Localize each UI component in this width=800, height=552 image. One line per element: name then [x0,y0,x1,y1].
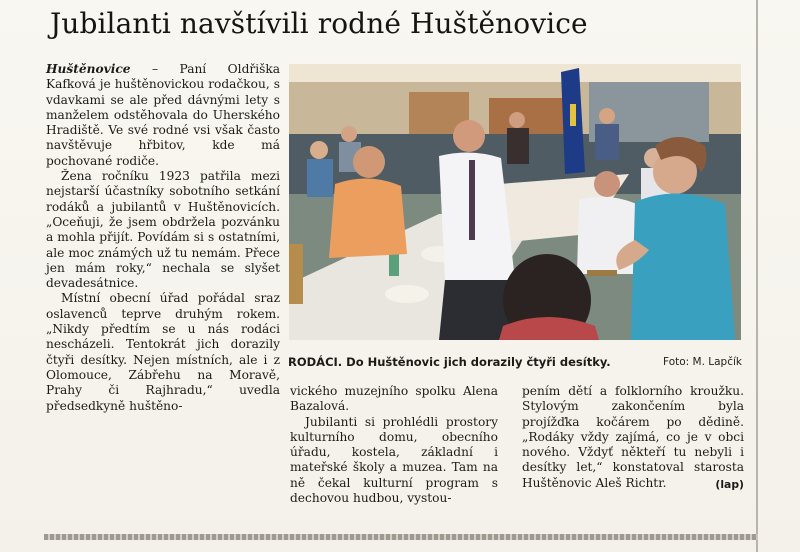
caption-text: RODÁCI. Do Huštěnovic jich dorazily čtyři desítky. [288,355,611,369]
paragraph-6-text: pením dětí a folklorního kroužku. Stylovým zakončením byla projížďka kočárem po dědině. „Rodáky vždy zajímá, co je v obci nového. Vždyť někteří tu nebyli i desítky let,“ konstatoval starosta Huštěnovic Aleš Richtr. [522,384,744,490]
paragraph-1 [46,62,280,169]
article-column-3 [522,384,744,492]
paragraph-5: Jubilanti si prohlédli prostory kulturního domu, obecního úřadu, kostela, základní i mateřské školy a muzea. Tam na ně čekal kulturní program s dechovou hudbou, vystou- [290,414,498,506]
margin-mark [12,510,40,530]
column-divider [756,0,758,552]
paragraph-6 [522,384,744,491]
photo-credit: Foto: M. Lapčík [663,356,742,368]
paragraph-2: Žena ročníku 1923 patřila mezi nejstarší účastníky sobotního setkání rodáků a jubilantů v Huštěnovicích. „Oceňuji, že jsem obdržela pozvánku a mohla přijít. Povídám si s ostatními, ale moc známých už tu nemám. Přece jen mám roky,“ nechala se slyšet devadesátnice. [46,169,280,291]
paragraph-4: vického muzejního spolku Alena Bazalová. [290,384,498,414]
paragraph-3: Místní obecní úřad pořádal sraz oslavenců teprve druhým rokem. „Nikdy předtím se u nás rodáci nescházeli. Tentokrát jich dorazily čtyři desítky. Nejen místních, ale i z Olomouce, Zábřehu na Moravě, Prahy či Rajhradu,“ uvedla předsedkyně huštěno- [46,291,280,413]
article-headline: Jubilanti navštívili rodné Huštěnovice [50,7,588,40]
dateline-location: Huštěnovice [46,62,131,76]
photo-caption [288,354,742,370]
bottom-rule [44,534,758,540]
article-column-1 [46,62,280,414]
author-signature: (lap) [715,477,744,491]
article-column-2 [290,384,498,506]
paragraph-1-text: – Paní Oldřiška Kafková je huštěnovickou rodačkou, s vdavkami se ale před dávnými lety s manželem odstěhovala do Uherského Hradiště. Ve své rodné vsi však často navštěvuje hřbitov, kde má pochované rodiče. [46,62,280,168]
article-photo [289,64,741,340]
